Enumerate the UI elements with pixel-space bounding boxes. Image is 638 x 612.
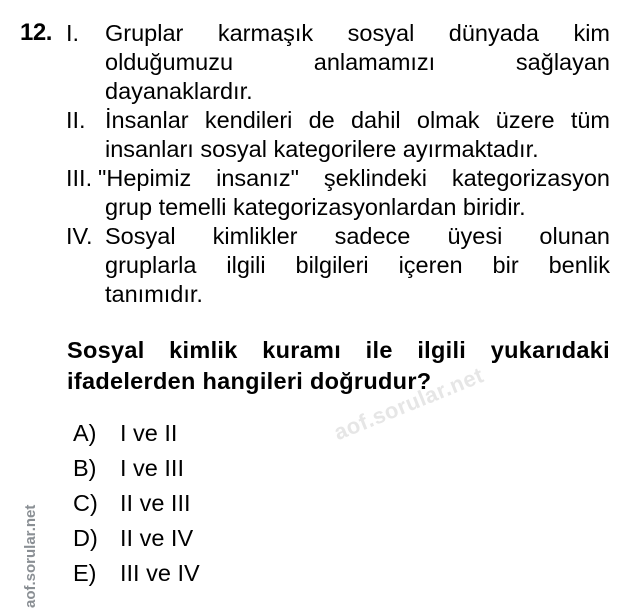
option-text: I ve III	[120, 455, 184, 481]
prompt-line: Sosyal kimlik kuramı ile ilgili yukarıdaki	[67, 337, 610, 363]
statement-roman: I.	[66, 20, 80, 46]
option-text: I ve II	[120, 420, 178, 446]
watermark-side: aof.sorular.net	[22, 504, 39, 608]
statement-1	[66, 19, 610, 106]
option-letter: E)	[73, 560, 97, 586]
statement-line: grup temelli kategorizasyonlardan biridir.	[105, 194, 526, 220]
statement-line: Sosyal kimlikler sadece üyesi olunan	[105, 223, 610, 249]
statement-line: "Hepimiz insanız" şeklindeki kategorizasyon	[98, 165, 610, 191]
option-text: II ve IV	[120, 525, 194, 551]
statement-line: olduğumuzu anlamamızı sağlayan	[105, 49, 610, 75]
option-letter: B)	[73, 455, 97, 481]
statement-roman: III.	[66, 165, 93, 191]
option-letter: D)	[73, 525, 98, 551]
statement-4	[66, 222, 610, 309]
statement-line: dayanaklardır.	[105, 78, 253, 104]
option-text: II ve III	[120, 490, 191, 516]
option-letter: A)	[73, 420, 97, 446]
statement-3	[66, 164, 610, 222]
question-prompt	[67, 335, 610, 397]
statement-line: insanları sosyal kategorilere ayırmaktadır.	[105, 136, 539, 162]
option-letter: C)	[73, 490, 98, 516]
statement-line: Gruplar karmaşık sosyal dünyada kim	[105, 20, 610, 46]
question-number: 12.	[20, 19, 52, 46]
prompt-line: ifadelerden hangileri doğrudur?	[67, 368, 432, 394]
statement-line: gruplarla ilgili bilgileri içeren bir benlik	[105, 252, 610, 278]
statement-roman: IV.	[66, 223, 93, 249]
statement-line: İnsanlar kendileri de dahil olmak üzere tüm	[105, 107, 610, 133]
statement-2	[66, 106, 610, 164]
statement-line: tanımıdır.	[105, 281, 203, 307]
watermark-diagonal: aof.sorular.net	[330, 362, 488, 446]
statement-roman: II.	[66, 107, 86, 133]
option-text: III ve IV	[120, 560, 200, 586]
